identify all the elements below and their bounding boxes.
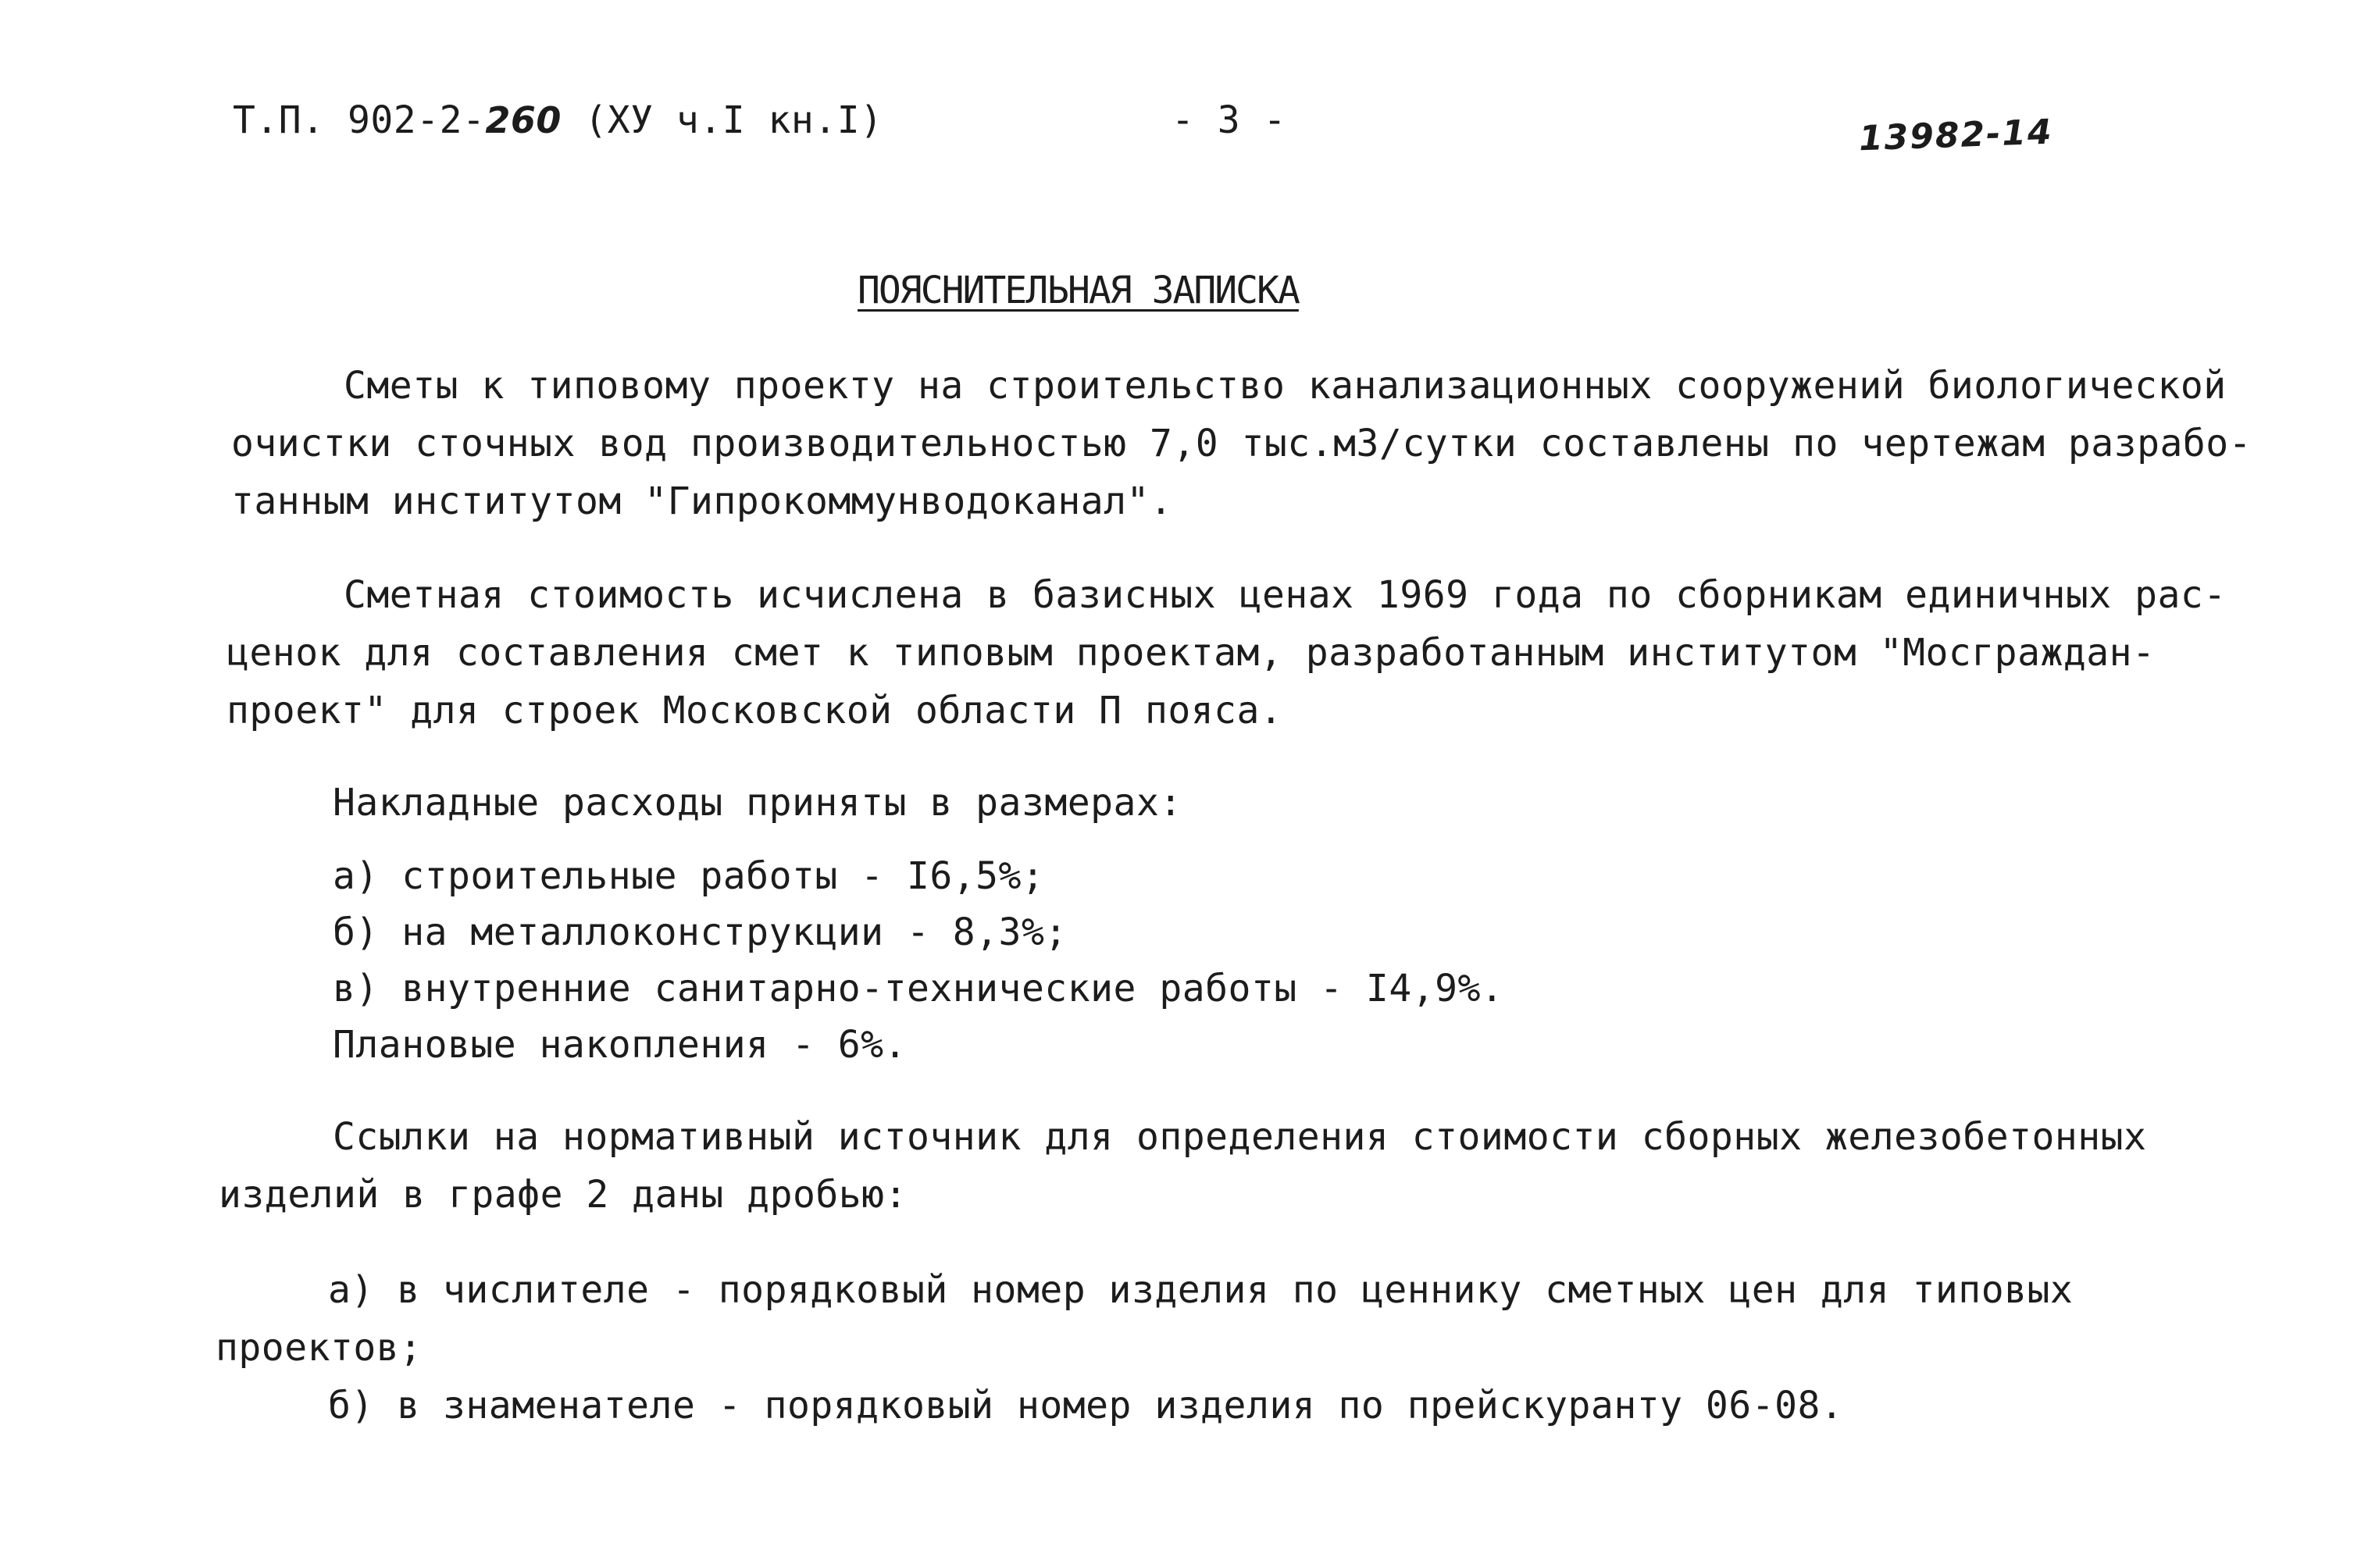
paragraph-line: танным институтом "Гипрокоммунводоканал".	[231, 479, 1173, 523]
document-code	[233, 98, 883, 142]
paragraph-line: проект" для строек Московской области П пояса.	[226, 689, 1283, 732]
document-code-suffix: (ХУ ч.I кн.I)	[561, 98, 883, 142]
list-item: б) в знаменателе - порядковый номер изделия по прейскуранту 06-08.	[328, 1384, 1844, 1427]
paragraph-line: очистки сточных вод производительностью 7,0 тыс.м3/сутки составлены по чертежам разрабо-	[231, 422, 2252, 465]
paragraph-line: изделий в графе 2 даны дробью:	[219, 1173, 908, 1217]
paragraph-line: Ссылки на нормативный источник для определения стоимости сборных железобетонных	[333, 1115, 2147, 1159]
paragraph-line: Сметная стоимость исчислена в базисных ценах 1969 года по сборникам единичных рас-	[344, 573, 2227, 617]
handwritten-document-number: 13982-14	[1858, 112, 2054, 159]
paragraph-line: Накладные расходы приняты в размерах:	[333, 781, 1182, 825]
paragraph-line: ценок для составления смет к типовым проектам, разработанным институтом "Мосграждан-	[226, 631, 2156, 675]
paragraph-line: Сметы к типовому проекту на строительство канализационных сооружений биологической	[344, 364, 2227, 408]
list-item: в) внутренние санитарно-технические работы - I4,9%.	[333, 967, 1504, 1010]
document-title: ПОЯСНИТЕЛЬНАЯ ЗАПИСКА	[858, 269, 1299, 312]
list-item: Плановые накопления - 6%.	[333, 1023, 907, 1067]
list-item: б) на металлоконструкции - 8,3%;	[333, 911, 1068, 954]
document-code-prefix: Т.П. 902-2-	[233, 98, 486, 142]
list-item: а) в числителе - порядковый номер изделия по ценнику сметных цен для типовых	[328, 1268, 2074, 1312]
list-item: а) строительные работы - I6,5%;	[333, 854, 1045, 898]
list-item: проектов;	[216, 1326, 423, 1370]
page-number: - 3 -	[1172, 98, 1286, 142]
document-code-handwritten: 260	[485, 99, 562, 141]
